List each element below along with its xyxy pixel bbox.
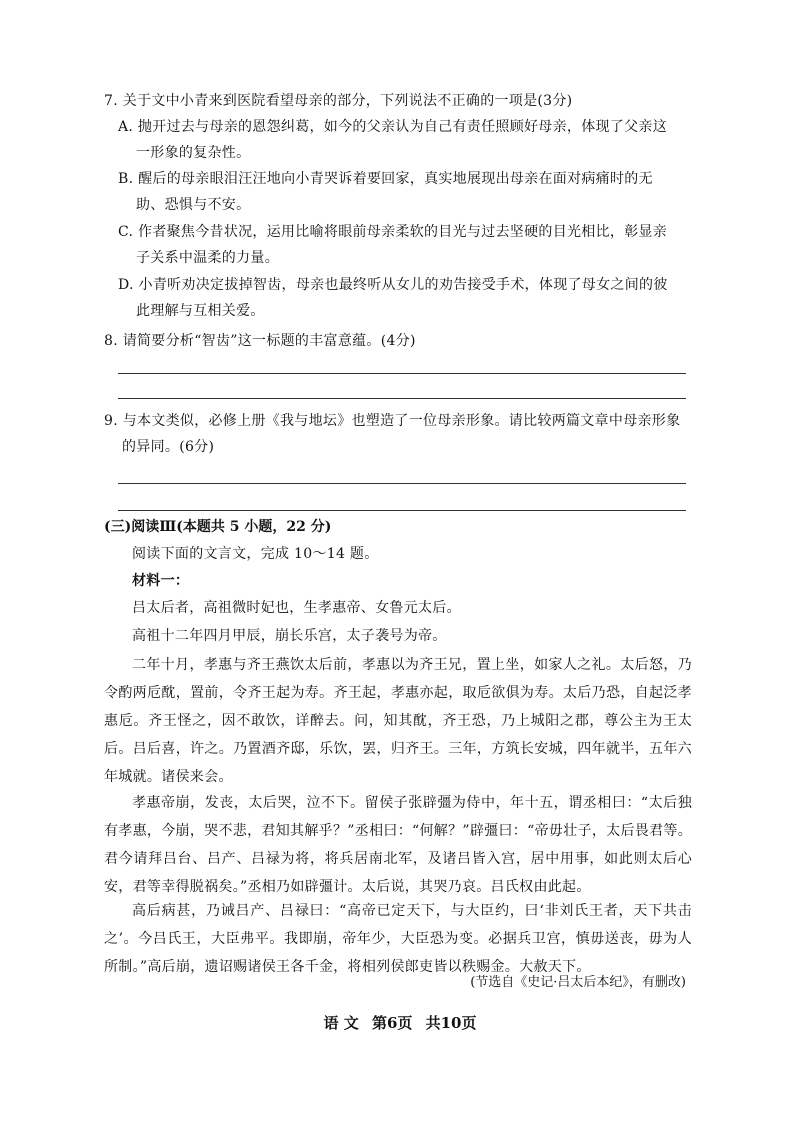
question-9-stem bbox=[104, 408, 704, 460]
option-b-line2: 助、恐惧与不安。 bbox=[136, 197, 251, 213]
question-9-line1: 9. 与本文类似，必修上册《我与地坛》也塑造了一位母亲形象。请比较两篇文章中母亲形象 bbox=[104, 413, 681, 429]
question-7-stem: 7. 关于文中小青来到医院看望母亲的部分，下列说法不正确的一项是(3分) bbox=[104, 93, 573, 109]
source-citation: (节选自《史记·吕太后本纪》，有删改) bbox=[470, 975, 686, 990]
question-7-option-d[interactable] bbox=[118, 272, 704, 324]
footer-total-pages: 共10页 bbox=[425, 1014, 477, 1032]
option-a-line1: A. 抛开过去与母亲的恩怨纠葛，如今的父亲认为自己有责任照顾好母亲，体现了父亲这 bbox=[118, 119, 668, 135]
passage-paragraph: 孝惠帝崩，发丧，太后哭，泣不下。留侯子张辟彊为侍中，年十五，谓丞相曰：“太后独有孝惠，今崩，哭不悲，君知其解乎？”丞相曰：“何解？”辟彊曰：“帝毋壮子，太后畏君等。君今请拜吕台、吕产、吕禄为将，将兵居南北军，及诸吕皆入宫，居中用事，如此则太后心安，君等幸得脱祸矣。”丞相乃如辟彊计。太后说，其哭乃哀。吕氏权由此起。 bbox=[104, 795, 692, 895]
answer-line[interactable] bbox=[118, 398, 686, 399]
question-7-option-a[interactable] bbox=[118, 114, 704, 166]
question-8-stem: 8. 请简要分析“智齿”这一标题的丰富意蕴。(4分) bbox=[104, 333, 416, 349]
question-7-option-c[interactable] bbox=[118, 219, 704, 271]
page-footer bbox=[0, 1012, 800, 1034]
section-instruction: 阅读下面的文言文，完成 10～14 题。 bbox=[132, 546, 379, 562]
answer-line[interactable] bbox=[118, 373, 686, 374]
passage-paragraph: 二年十月，孝惠与齐王燕饮太后前，孝惠以为齐王兄，置上坐，如家人之礼。太后怒，乃令酌两卮酖，置前，令齐王起为寿。齐王起，孝惠亦起，取卮欲俱为寿。太后乃恐，自起泛孝惠卮。齐王怪之，因不敢饮，详醉去。问，知其酖，齐王恐，乃上城阳之郡，尊公主为王太后。吕后喜，许之。乃置酒齐邸，乐饮，罢，归齐王。三年，方筑长安城，四年就半，五年六年城就。诸侯来会。 bbox=[104, 657, 692, 785]
answer-line[interactable] bbox=[118, 510, 686, 511]
passage-paragraph: 高后病甚，乃诫吕产、吕禄曰：“高帝已定天下，与大臣约，曰‘非刘氏王者，天下共击之’。今吕氏王，大臣弗平。我即崩，帝年少，大臣恐为变。必据兵卫宫，慎毋送丧，毋为人所制。”高后崩，遗诏赐诸侯王各千金，将相列侯郎吏皆以秩赐金。大赦天下。 bbox=[104, 903, 692, 975]
option-c-line2: 子关系中温柔的力量。 bbox=[136, 250, 279, 266]
option-c-line1: C. 作者聚焦今昔状况，运用比喻将眼前母亲柔软的目光与过去坚硬的目光相比，彰显亲 bbox=[118, 224, 668, 240]
question-7-option-b[interactable] bbox=[118, 166, 704, 218]
option-d-line1: D. 小青听劝决定拔掉智齿，母亲也最终听从女儿的劝告接受手术，体现了母女之间的彼 bbox=[118, 277, 668, 293]
material-label: 材料一： bbox=[132, 573, 190, 589]
footer-page-number: 第6页 bbox=[371, 1014, 413, 1032]
answer-line[interactable] bbox=[118, 483, 686, 484]
passage-paragraph: 吕太后者，高祖微时妃也，生孝惠帝、女鲁元太后。 bbox=[132, 600, 461, 616]
passage-paragraph: 高祖十二年四月甲辰，崩长乐宫，太子袭号为帝。 bbox=[132, 628, 447, 644]
option-a-line2: 一形象的复杂性。 bbox=[136, 145, 251, 161]
footer-subject: 语 文 bbox=[323, 1014, 359, 1032]
option-b-line1: B. 醒后的母亲眼泪汪汪地向小青哭诉着要回家，真实地展现出母亲在面对病痛时的无 bbox=[118, 171, 653, 187]
option-d-line2: 此理解与互相关爱。 bbox=[136, 303, 265, 319]
section-title: (三)阅读Ⅲ(本题共 5 小题，22 分) bbox=[104, 519, 332, 535]
question-9-line2: 的异同。(6分) bbox=[122, 439, 215, 455]
